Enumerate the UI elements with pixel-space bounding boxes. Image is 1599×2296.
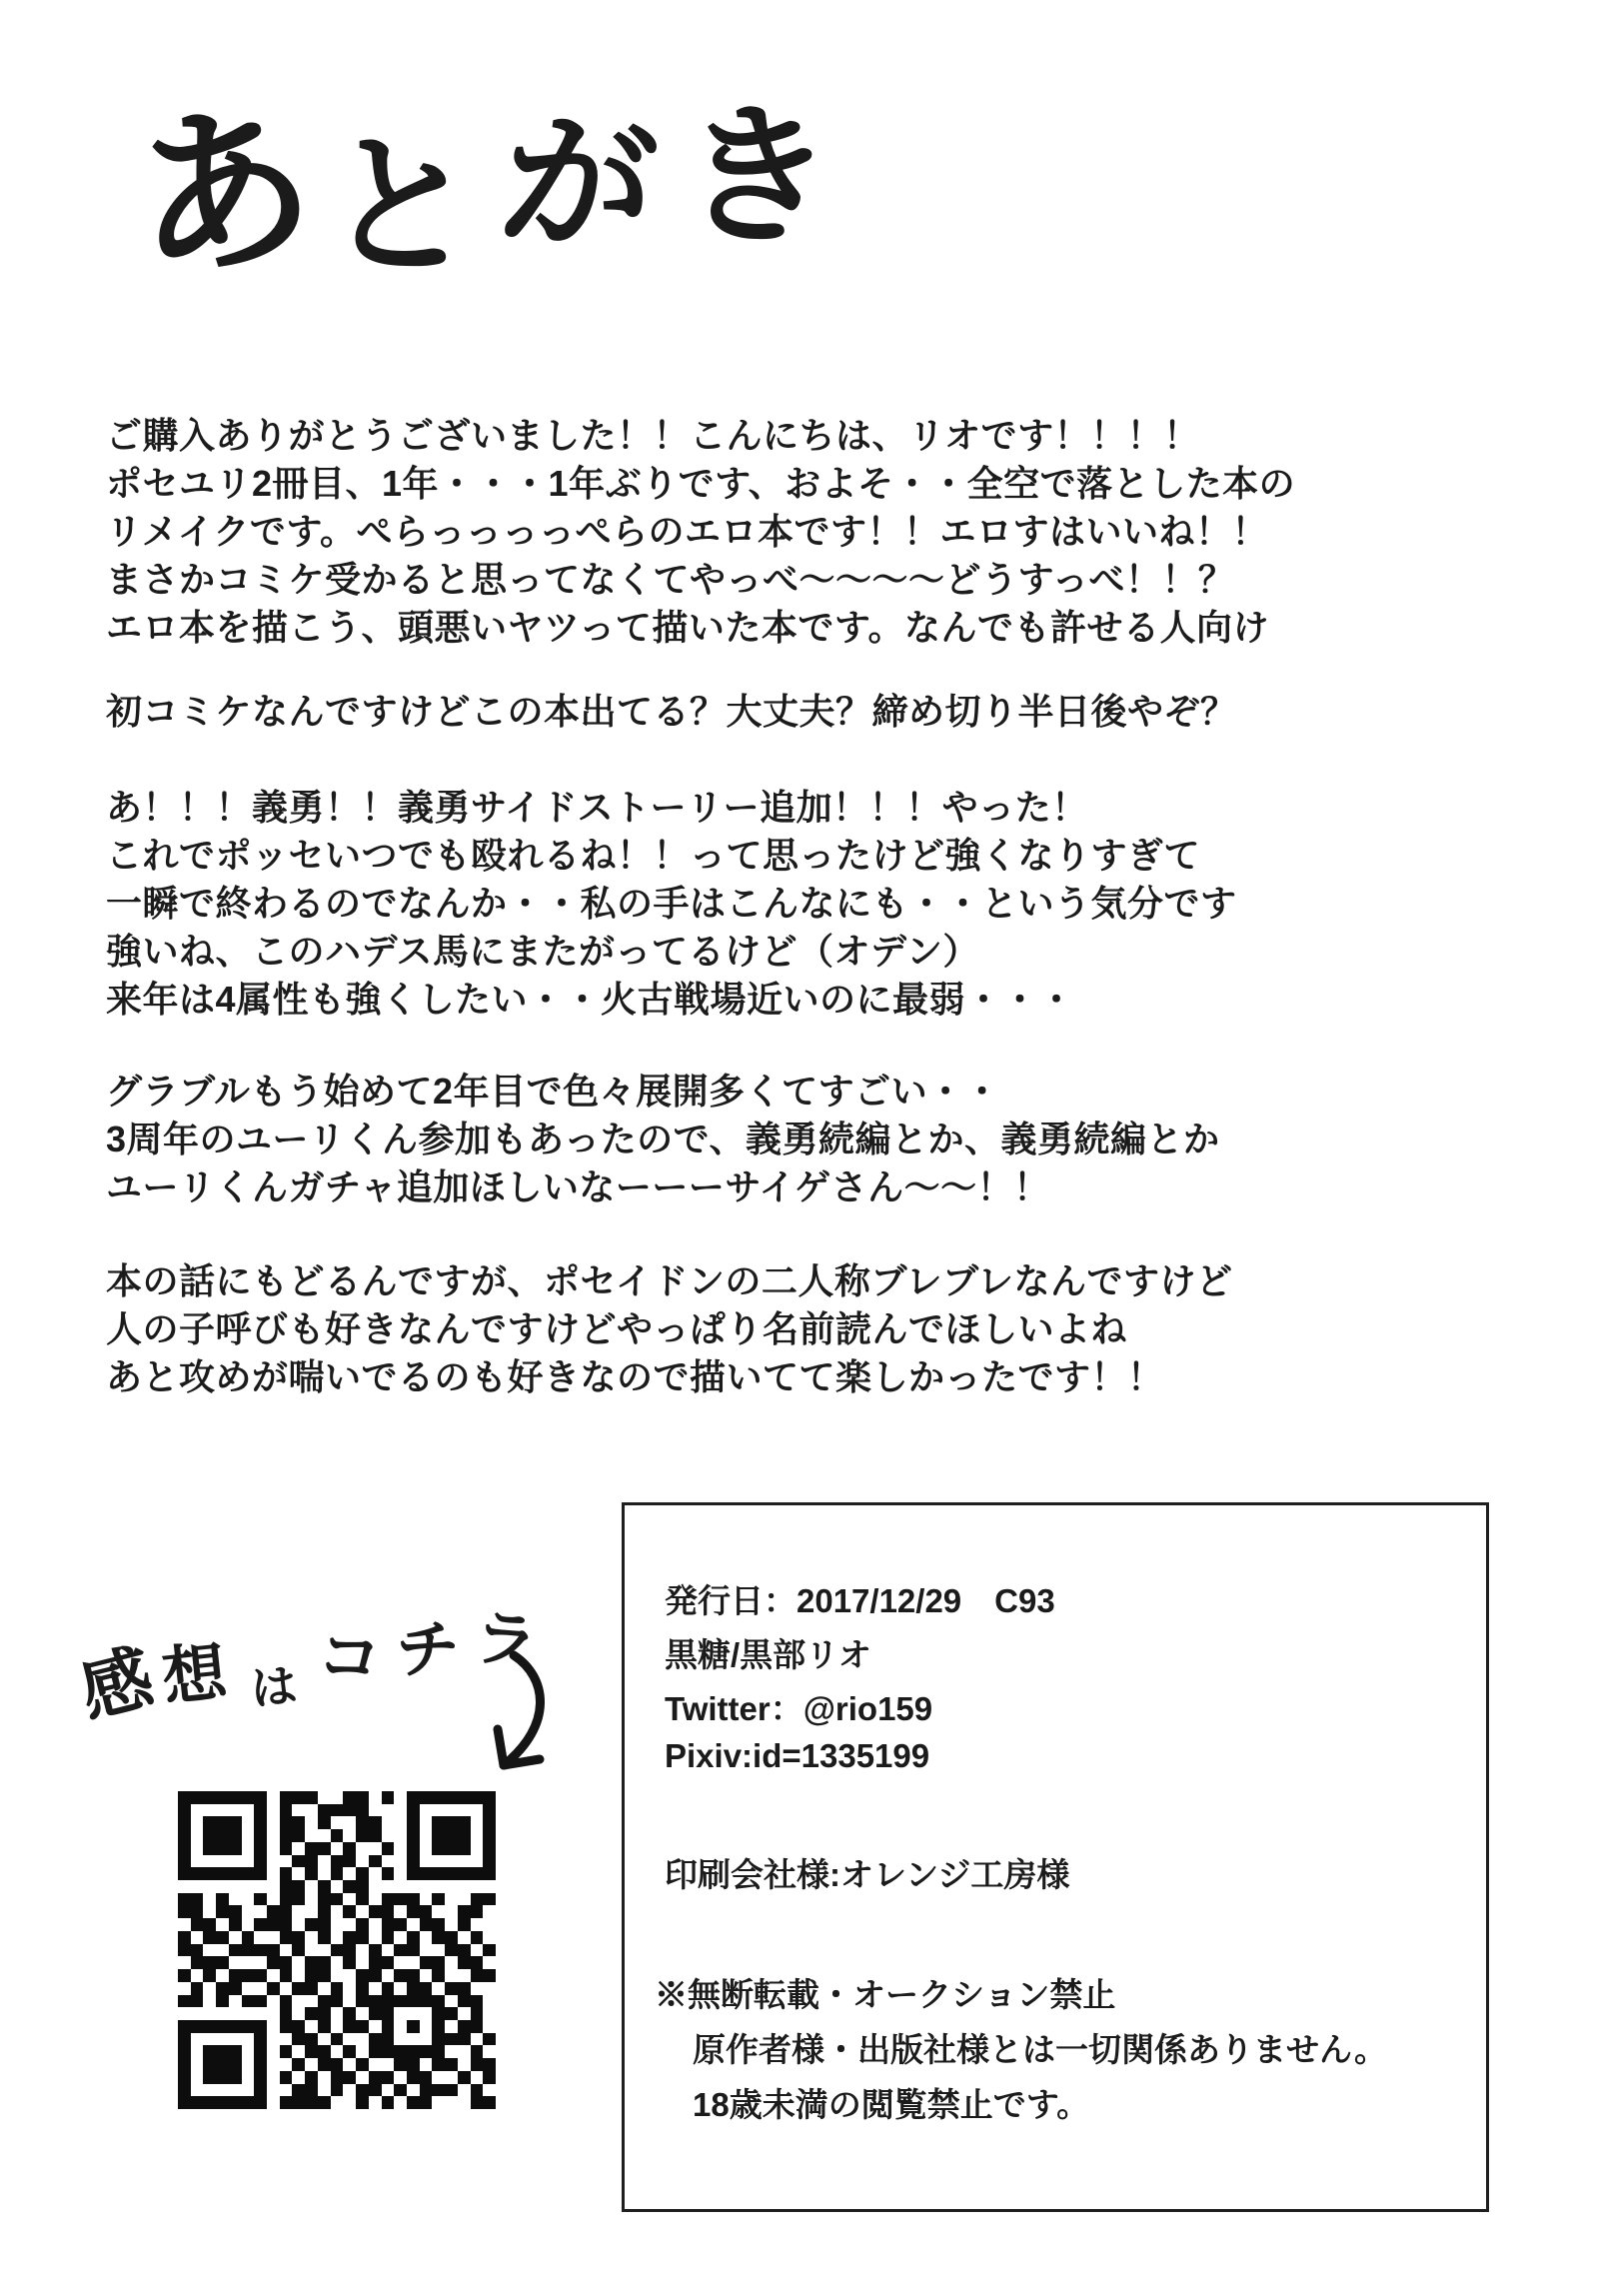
text-line: 初コミケなんですけどこの本出てる？大丈夫？締め切り半日後やぞ？	[106, 691, 1237, 732]
qr-code-icon	[178, 1791, 496, 2109]
text-line: エロ本を描こう、頭悪いヤツって描いた本です。なんでも許せる人向け	[106, 607, 1270, 648]
legal-notice-line: 18歳未満の閲覧禁止です。	[693, 2086, 1090, 2123]
text-line: まさかコミケ受かると思ってなくてやっべ～～～～どうすっべ！！？	[106, 559, 1235, 600]
text-line: あ！！！義勇！！義勇サイドストーリー追加！！！やった！	[106, 787, 1088, 828]
text-line: ポセユリ2冊目、1年・・・1年ぶりです、およそ・・全空で落とした本の	[106, 463, 1296, 504]
circle-author: 黒糖/黒部リオ	[665, 1636, 871, 1673]
colophon-box	[622, 1502, 1489, 2212]
text-line: 人の子呼びも好きなんですけどやっぱり名前読んでほしいよね	[106, 1308, 1128, 1349]
legal-notice-line: ※無断転載・オークション禁止	[655, 1976, 1116, 2013]
paragraph-comiket	[106, 688, 1237, 736]
text-line: これでポッセいつでも殴れるね！！って思ったけど強くなりすぎて	[106, 835, 1201, 876]
text-line: リメイクです。ぺらっっっっぺらのエロ本です！！エロすはいいね！！	[106, 511, 1268, 552]
text-line: 来年は4属性も強くしたい・・火古戦場近いのに最弱・・・	[106, 979, 1075, 1020]
feedback-note: 感想はコチラ	[72, 1598, 558, 1733]
paragraph-book	[106, 1257, 1233, 1401]
paragraph-intro	[106, 412, 1295, 652]
text-line: あと攻めが喘いでるのも好きなので描いてて楽しかったです！！	[106, 1356, 1164, 1397]
paragraph-granblue	[106, 1068, 1219, 1211]
legal-notice-line: 原作者様・出版社様とは一切関係ありません。	[693, 2031, 1387, 2068]
page-title: あとがき	[122, 79, 863, 305]
text-line: ご購入ありがとうございました！！こんにちは、リオです！！！！	[106, 415, 1200, 456]
twitter-handle: Twitter：@rio159	[665, 1690, 933, 1727]
text-line: 3周年のユーリくん参加もあったので、義勇続編とか、義勇続編とか	[106, 1119, 1220, 1159]
curved-arrow-down-left-icon	[462, 1647, 572, 1797]
printer-credit: 印刷会社様:オレンジ工房様	[665, 1856, 1070, 1893]
publish-date: 発行日：2017/12/29 C93	[665, 1582, 1055, 1619]
text-line: 本の話にもどるんですが、ポセイドンの二人称ブレブレなんですけど	[106, 1260, 1233, 1301]
text-line: 強いね、このハデス馬にまたがってるけど（オデン）	[106, 931, 979, 972]
text-line: 一瞬で終わるのでなんか・・私の手はこんなにも・・という気分です	[106, 883, 1237, 924]
paragraph-giyuu	[106, 784, 1237, 1024]
pixiv-id: Pixiv:id=1335199	[665, 1737, 930, 1774]
text-line: ユーリくんガチャ追加ほしいなーーーサイゲさん～～！！	[106, 1166, 1050, 1207]
text-line: グラブルもう始めて2年目で色々展開多くてすごい・・	[106, 1071, 1001, 1112]
